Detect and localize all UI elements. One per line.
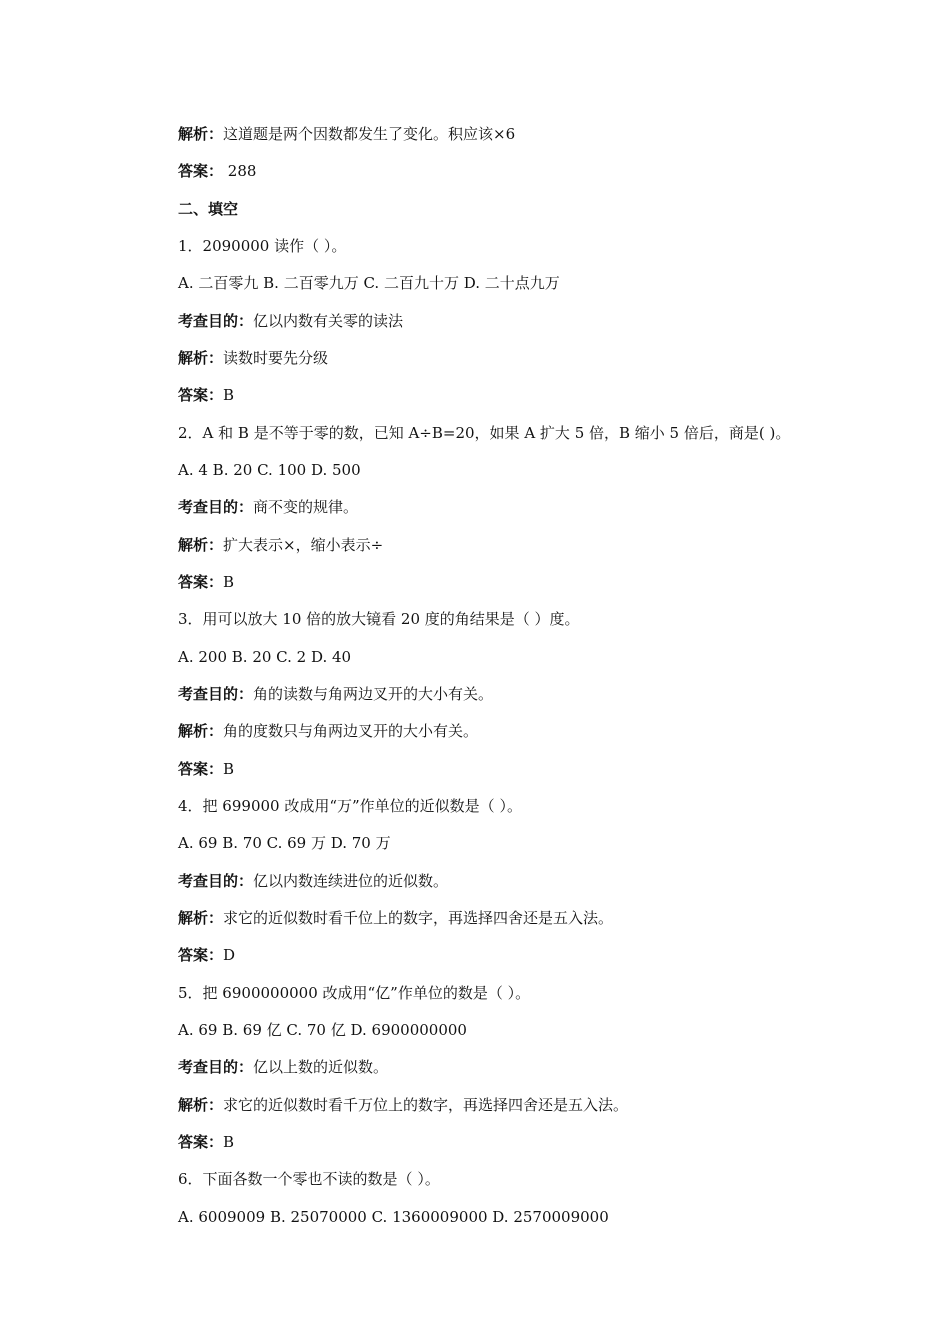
purpose-label: 考查目的： (178, 312, 254, 330)
analysis-label: 解析： (178, 909, 224, 927)
analysis-label: 解析： (178, 1096, 224, 1114)
purpose-label: 考查目的： (178, 498, 254, 516)
analysis-label: 解析： (178, 722, 224, 740)
answer-label: 答案： (178, 386, 224, 404)
answer-text: B (223, 386, 235, 404)
answer-label: 答案： (178, 1133, 224, 1151)
answer-text: D (223, 946, 236, 964)
answer-label: 答案： (178, 573, 224, 591)
question-2-text: 2．A 和 B 是不等于零的数，已知 A÷B=20，如果 A 扩大 5 倍，B 缩小 5 倍后，商是( )。 (178, 424, 791, 442)
analysis-text: 求它的近似数时看千位上的数字，再选择四舍还是五入法。 (223, 909, 614, 927)
question-3-answer (178, 759, 234, 779)
purpose-label: 考查目的： (178, 872, 254, 890)
purpose-text: 亿以内数连续进位的近似数。 (253, 872, 449, 890)
question-4-purpose (178, 871, 448, 891)
question-5-purpose (178, 1057, 388, 1077)
analysis-text: 扩大表示×，缩小表示÷ (223, 536, 384, 554)
answer-text: 288 (223, 162, 257, 180)
answer-text: B (223, 1133, 235, 1151)
answer-text: B (223, 760, 235, 778)
question-4-options: A. 69 B. 70 C. 69 万 D. 70 万 (178, 834, 391, 852)
question-1-analysis (178, 348, 328, 368)
question-3-text: 3．用可以放大 10 倍的放大镜看 20 度的角结果是（ ）度。 (178, 610, 580, 628)
answer-label: 答案： (178, 760, 224, 778)
analysis-text: 角的度数只与角两边叉开的大小有关。 (223, 722, 479, 740)
answer-label: 答案： (178, 162, 224, 180)
analysis-text: 求它的近似数时看千万位上的数字，再选择四舍还是五入法。 (223, 1096, 629, 1114)
question-5-answer (178, 1132, 234, 1152)
intro-answer-line (178, 161, 256, 181)
question-5-options: A. 69 B. 69 亿 C. 70 亿 D. 6900000000 (178, 1021, 467, 1039)
analysis-label: 解析： (178, 125, 224, 143)
question-4-answer (178, 945, 235, 965)
analysis-label: 解析： (178, 349, 224, 367)
analysis-text: 读数时要先分级 (223, 349, 329, 367)
question-5-analysis (178, 1095, 628, 1115)
question-5-text: 5．把 6900000000 改成用“亿”作单位的数是（ ）。 (178, 984, 531, 1002)
analysis-label: 解析： (178, 536, 224, 554)
purpose-label: 考查目的： (178, 1058, 254, 1076)
question-4-analysis (178, 908, 613, 928)
question-3-purpose (178, 684, 493, 704)
question-6-options: A. 6009009 B. 25070000 C. 1360009000 D. 2570009000 (178, 1208, 609, 1226)
question-1-purpose (178, 311, 403, 331)
question-2-analysis (178, 535, 383, 555)
question-1-answer (178, 385, 234, 405)
answer-label: 答案： (178, 946, 224, 964)
question-4-text: 4．把 699000 改成用“万”作单位的近似数是（ ）。 (178, 797, 522, 815)
question-2-options: A. 4 B. 20 C. 100 D. 500 (178, 461, 361, 479)
question-1-options: A. 二百零九 B. 二百零九万 C. 二百九十万 D. 二十点九万 (178, 274, 560, 292)
question-2-purpose (178, 497, 358, 517)
question-6-text: 6．下面各数一个零也不读的数是（ ）。 (178, 1170, 440, 1188)
section-title: 二、填空 (178, 200, 239, 218)
question-3-analysis (178, 721, 478, 741)
purpose-text: 亿以内数有关零的读法 (253, 312, 404, 330)
question-3-options: A. 200 B. 20 C. 2 D. 40 (178, 648, 352, 666)
purpose-text: 亿以上数的近似数。 (253, 1058, 389, 1076)
answer-text: B (223, 573, 235, 591)
intro-analysis-line (178, 124, 515, 144)
question-2-answer (178, 572, 234, 592)
question-1-text: 1．2090000 读作（ ）。 (178, 237, 347, 255)
purpose-label: 考查目的： (178, 685, 254, 703)
purpose-text: 角的读数与角两边叉开的大小有关。 (253, 685, 494, 703)
analysis-text: 这道题是两个因数都发生了变化。积应该×6 (223, 125, 516, 143)
purpose-text: 商不变的规律。 (253, 498, 359, 516)
